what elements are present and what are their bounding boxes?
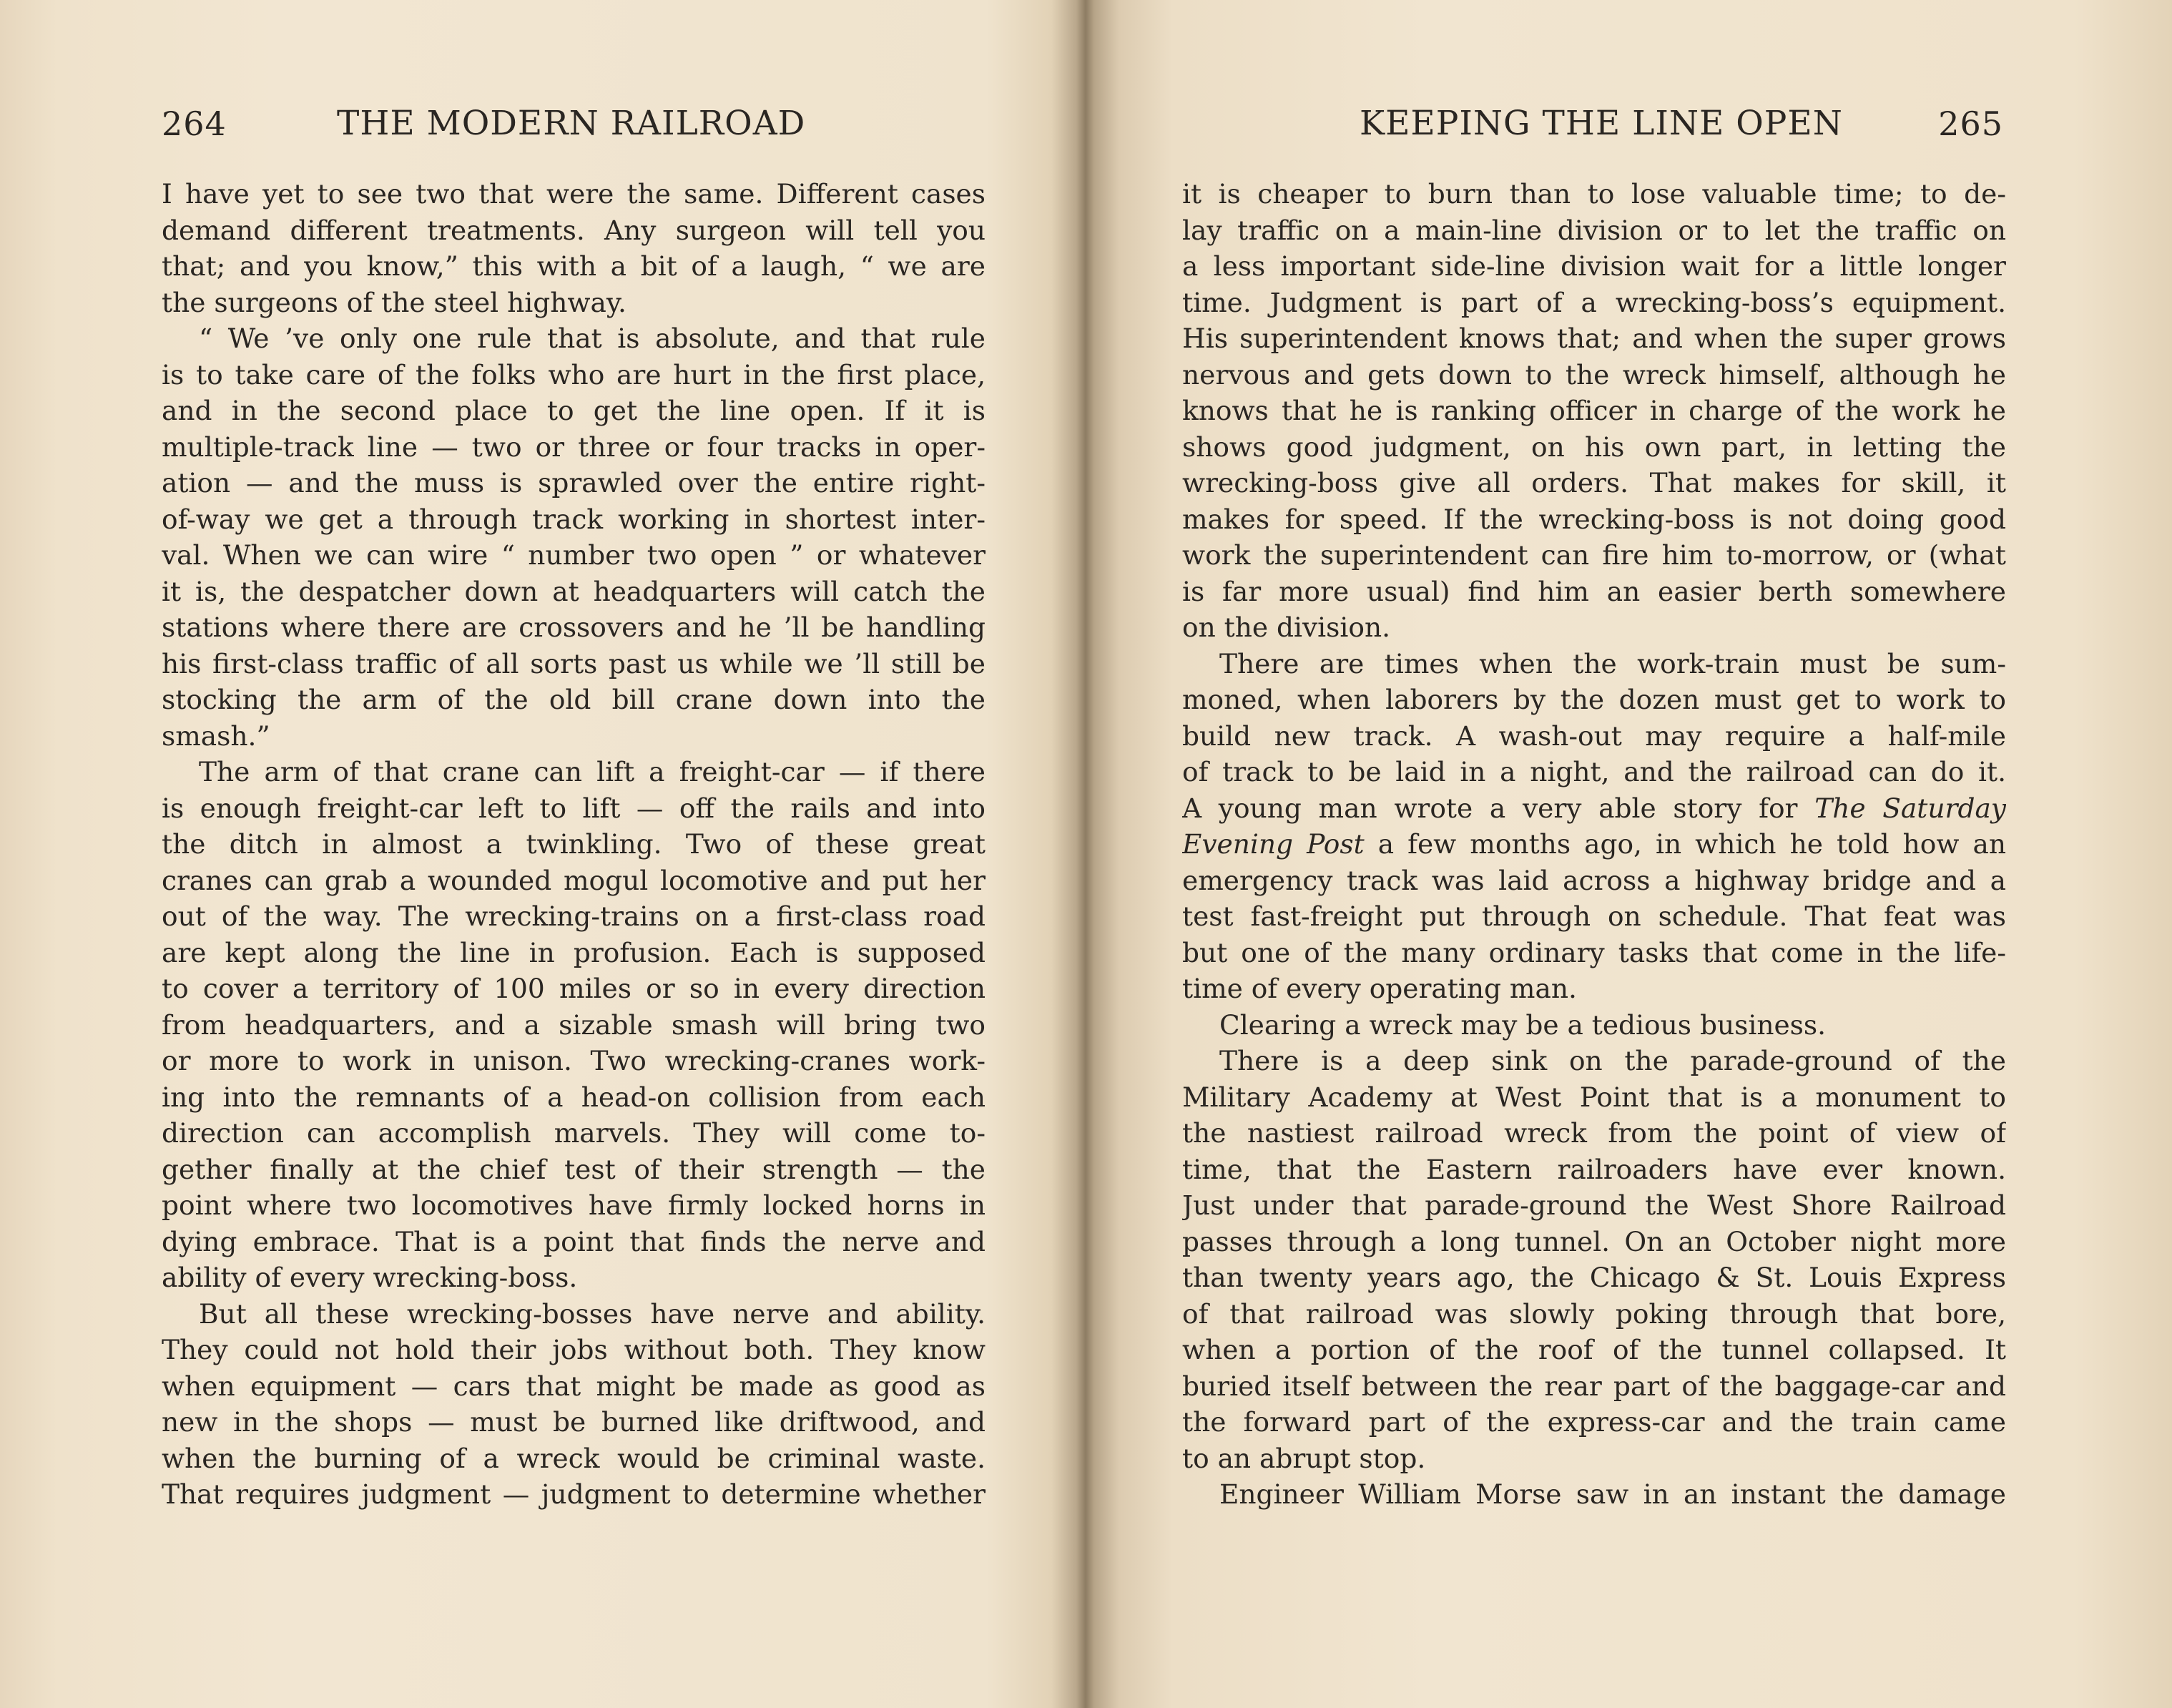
text-line: ing into the remnants of a head-on collision from each: [162, 1081, 986, 1113]
text-line: but one of the many ordinary tasks that come in the life-: [1182, 936, 2006, 968]
text-line: and in the second place to get the line open. If it is: [162, 395, 986, 426]
text-line: nervous and gets down to the wreck himself, although he: [1182, 358, 2006, 391]
text-line: There are times when the work-train must be sum-: [1219, 647, 2006, 679]
text-line: of track to be laid in a night, and the railroad can do it.: [1182, 756, 2006, 787]
text-line: makes for speed. If the wrecking-boss is not doing good: [1182, 503, 2006, 535]
text-line: moned, when laborers by the dozen must get to work to: [1182, 684, 2006, 715]
text-line: That requires judgment — judgment to determine whether: [162, 1478, 986, 1510]
text-line: There is a deep sink on the parade-ground of the: [1219, 1045, 2006, 1076]
text-line: out of the way. The wrecking-trains on a first-class road: [162, 900, 986, 932]
text-line: new in the shops — must be burned like driftwood, and: [162, 1406, 986, 1438]
text-line: wrecking-boss give all orders. That makes for skill, it: [1182, 467, 2006, 499]
publication-title: Evening Post: [1182, 828, 1365, 860]
text-line: emergency track was laid across a highway bridge and a: [1182, 864, 2006, 896]
text-line: to cover a territory of 100 miles or so in every direction: [162, 973, 986, 1004]
text-line: The arm of that crane can lift a freight-car — if there: [199, 756, 986, 787]
publication-title: The Saturday: [1814, 792, 2006, 824]
text-line: build new track. A wash-out may require a half-mile: [1182, 720, 2006, 752]
text-line: the ditch in almost a twinkling. Two of these great: [162, 828, 986, 860]
text-line: from headquarters, and a sizable smash will bring two: [162, 1008, 986, 1041]
text-line: to an abrupt stop.: [1182, 1442, 1426, 1474]
text-line: a less important side-line division wait for a little longer: [1182, 250, 2006, 282]
text-line: shows good judgment, on his own part, in letting the: [1182, 431, 2006, 463]
text-line: They could not hold their jobs without both. They know: [162, 1334, 986, 1365]
text-line: smash.”: [162, 720, 270, 752]
text-line: that; and you know,” this with a bit of a laugh, “ we are: [162, 250, 986, 282]
text-line: of-way we get a through track working in shortest inter-: [162, 503, 986, 535]
text-line: demand different treatments. Any surgeon will tell you: [162, 214, 986, 246]
body-text-right: [1182, 176, 2006, 1513]
text-segment: A young man wrote a very able story for: [1182, 792, 1798, 824]
text-line: point where two locomotives have firmly locked horns in: [162, 1189, 986, 1221]
text-line: or more to work in unison. Two wrecking-cranes work-: [162, 1045, 986, 1076]
text-line: test fast-freight put through on schedule. That feat was: [1182, 900, 2006, 932]
text-line: when equipment — cars that might be made as good as: [162, 1370, 986, 1402]
text-line: the forward part of the express-car and the train came: [1182, 1406, 2006, 1438]
text-line: time of every operating man.: [1182, 973, 1577, 1004]
body-text-left: [162, 176, 986, 1513]
text-line: gether finally at the chief test of their strength — the: [162, 1153, 986, 1185]
text-line: ability of every wrecking-boss.: [162, 1262, 578, 1293]
running-head-title: THE MODERN RAILROAD: [337, 104, 806, 143]
page-number: 265: [1938, 104, 2003, 143]
text-line: is enough freight-car left to lift — off the rails and into: [162, 792, 986, 824]
text-line: when a portion of the roof of the tunnel collapsed. It: [1182, 1334, 2006, 1365]
text-line: it is, the despatcher down at headquarters will catch the: [162, 575, 986, 607]
text-line: time, that the Eastern railroaders have ever known.: [1182, 1153, 2006, 1185]
text-line: lay traffic on a main-line division or to let the traffic on: [1182, 214, 2006, 246]
text-line: multiple-track line — two or three or four tracks in oper-: [162, 431, 986, 463]
text-line: on the division.: [1182, 612, 1391, 643]
text-segment: a few months ago, in which he told how an: [1377, 828, 2006, 860]
running-head-right: [1181, 99, 2003, 149]
text-line: “ We ’ve only one rule that is absolute, and that rule: [199, 323, 986, 354]
text-line: stocking the arm of the old bill crane down into the: [162, 684, 986, 715]
text-line: the surgeons of the steel highway.: [162, 286, 626, 318]
text-line: the nastiest railroad wreck from the point of view of: [1182, 1117, 2006, 1149]
right-page: [1086, 0, 2172, 1708]
text-line: stations where there are crossovers and he ’ll be handling: [162, 612, 986, 643]
text-line: than twenty years ago, the Chicago & St. Louis Express: [1182, 1262, 2006, 1293]
text-line: ation — and the muss is sprawled over the entire right-: [162, 467, 986, 499]
text-line: Military Academy at West Point that is a monument to: [1182, 1081, 2006, 1113]
text-line: when the burning of a wreck would be criminal waste.: [162, 1442, 986, 1474]
text-line: is to take care of the folks who are hurt in the first place,: [162, 358, 986, 391]
text-line: [1182, 790, 2006, 827]
page-number: 264: [162, 104, 227, 143]
text-line: are kept along the line in profusion. Each is supposed: [162, 936, 986, 968]
running-head-left: [162, 99, 984, 149]
text-line: dying embrace. That is a point that finds the nerve and: [162, 1225, 986, 1257]
text-line: work the superintendent can fire him to-morrow, or (what: [1182, 539, 2006, 571]
text-line: buried itself between the rear part of the baggage-car and: [1182, 1370, 2006, 1402]
text-line: his first-class traffic of all sorts past us while we ’ll still be: [162, 647, 986, 679]
text-line: cranes can grab a wounded mogul locomotive and put her: [162, 864, 986, 896]
text-line: Just under that parade-ground the West Shore Railroad: [1182, 1189, 2006, 1221]
text-line: But all these wrecking-bosses have nerve and ability.: [199, 1297, 986, 1330]
text-line: time. Judgment is part of a wrecking-boss’s equipment.: [1182, 286, 2006, 318]
text-line: I have yet to see two that were the same. Different cases: [162, 178, 986, 210]
text-line: of that railroad was slowly poking through that bore,: [1182, 1297, 2006, 1330]
text-line: His superintendent knows that; and when the super grows: [1182, 323, 2006, 354]
text-line: [1182, 826, 2006, 863]
text-line: it is cheaper to burn than to lose valuable time; to de-: [1182, 178, 2006, 210]
running-head-title: KEEPING THE LINE OPEN: [1360, 104, 1843, 143]
text-line: val. When we can wire “ number two open ” or whatever: [162, 539, 986, 571]
text-line: Engineer William Morse saw in an instant the damage: [1219, 1478, 2006, 1510]
text-line: is far more usual) find him an easier berth somewhere: [1182, 575, 2006, 607]
text-line: passes through a long tunnel. On an October night more: [1182, 1225, 2006, 1257]
text-line: Clearing a wreck may be a tedious business.: [1219, 1008, 1827, 1041]
text-line: knows that he is ranking officer in charge of the work he: [1182, 395, 2006, 426]
text-line: direction can accomplish marvels. They will come to-: [162, 1117, 986, 1149]
